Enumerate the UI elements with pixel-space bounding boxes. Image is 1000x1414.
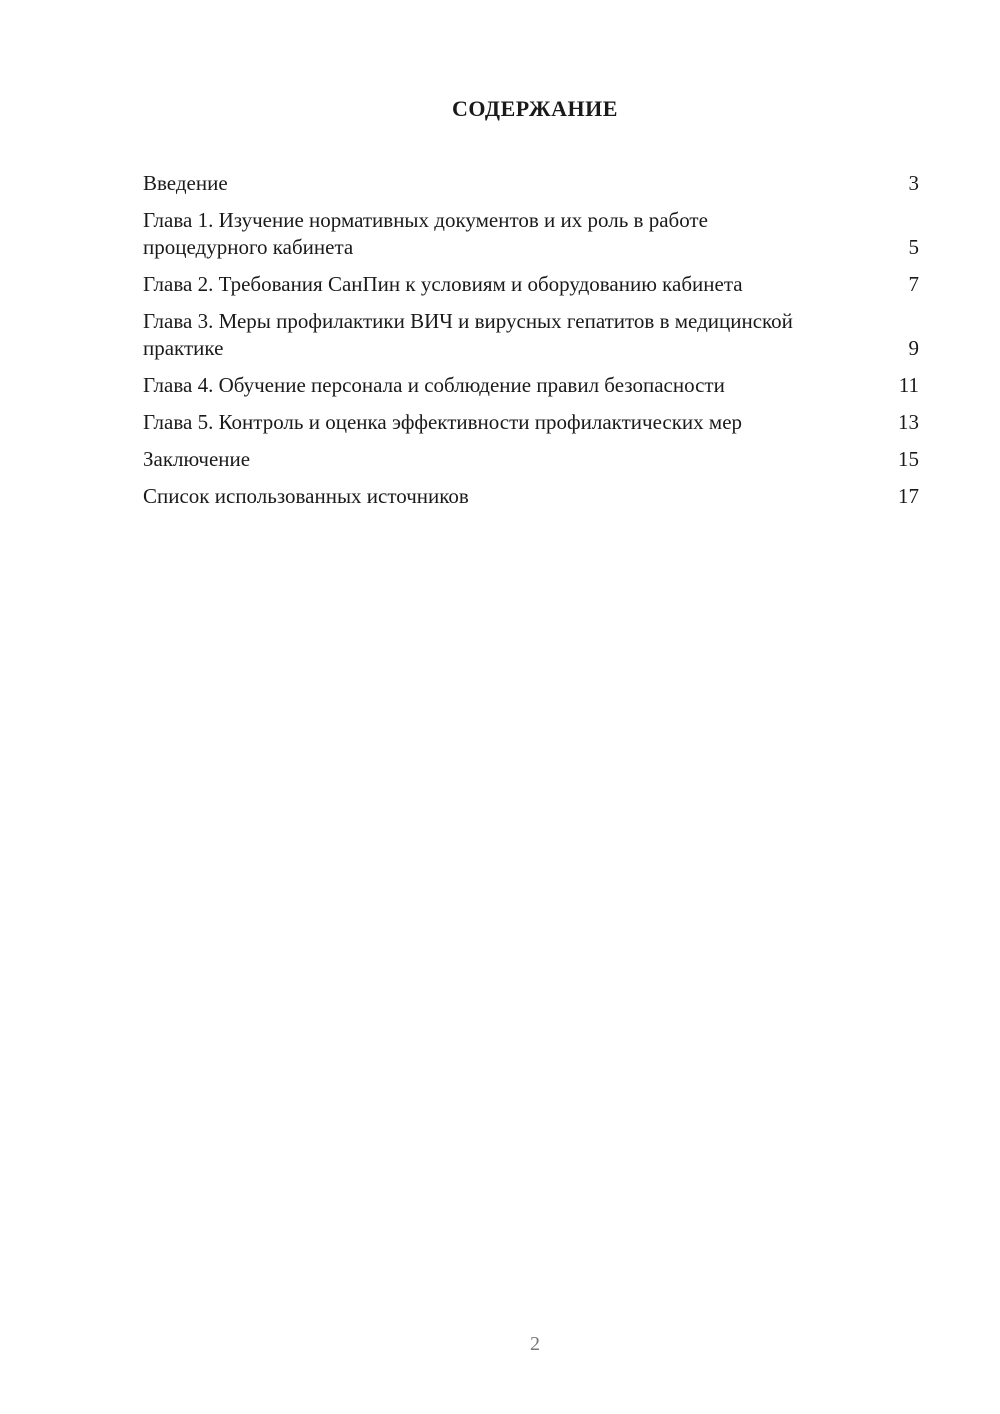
table-of-contents — [143, 170, 919, 520]
toc-entry-text: Список использованных источников — [143, 484, 469, 508]
toc-entry-text: Глава 3. Меры профилактики ВИЧ и вирусных гепатитов в медицинской практике — [143, 309, 793, 360]
toc-entry-page: 9 — [908, 336, 919, 360]
toc-entry-conclusion — [143, 446, 919, 473]
toc-entry-page: 11 — [898, 373, 919, 397]
toc-entry-page: 3 — [908, 171, 919, 195]
toc-entry-chapter-5 — [143, 409, 919, 436]
toc-entry-introduction — [143, 170, 919, 197]
toc-entry-page: 17 — [898, 484, 919, 508]
toc-entry-page: 5 — [908, 235, 919, 259]
toc-title: СОДЕРЖАНИЕ — [452, 96, 618, 121]
toc-entry-text: Заключение — [143, 447, 251, 471]
toc-entry-page: 15 — [898, 447, 919, 471]
toc-entry-page: 13 — [898, 410, 919, 434]
toc-entry-chapter-3 — [143, 308, 919, 362]
toc-entry-text: Глава 4. Обучение персонала и соблюдение правил безопасности — [143, 373, 725, 397]
toc-entry-text: Глава 1. Изучение нормативных документов и их роль в работе процедурного кабинета — [143, 208, 708, 259]
toc-entry-text: Введение — [143, 171, 228, 195]
toc-entry-page: 7 — [908, 272, 919, 296]
toc-entry-chapter-4 — [143, 372, 919, 399]
toc-entry-text: Глава 2. Требования СанПин к условиям и оборудованию кабинета — [143, 272, 743, 296]
page-number: 2 — [530, 1333, 540, 1355]
toc-entry-text: Глава 5. Контроль и оценка эффективности профилактических мер — [143, 410, 743, 434]
toc-entry-chapter-1 — [143, 207, 919, 261]
toc-entry-chapter-2 — [143, 271, 919, 298]
toc-entry-references — [143, 483, 919, 510]
